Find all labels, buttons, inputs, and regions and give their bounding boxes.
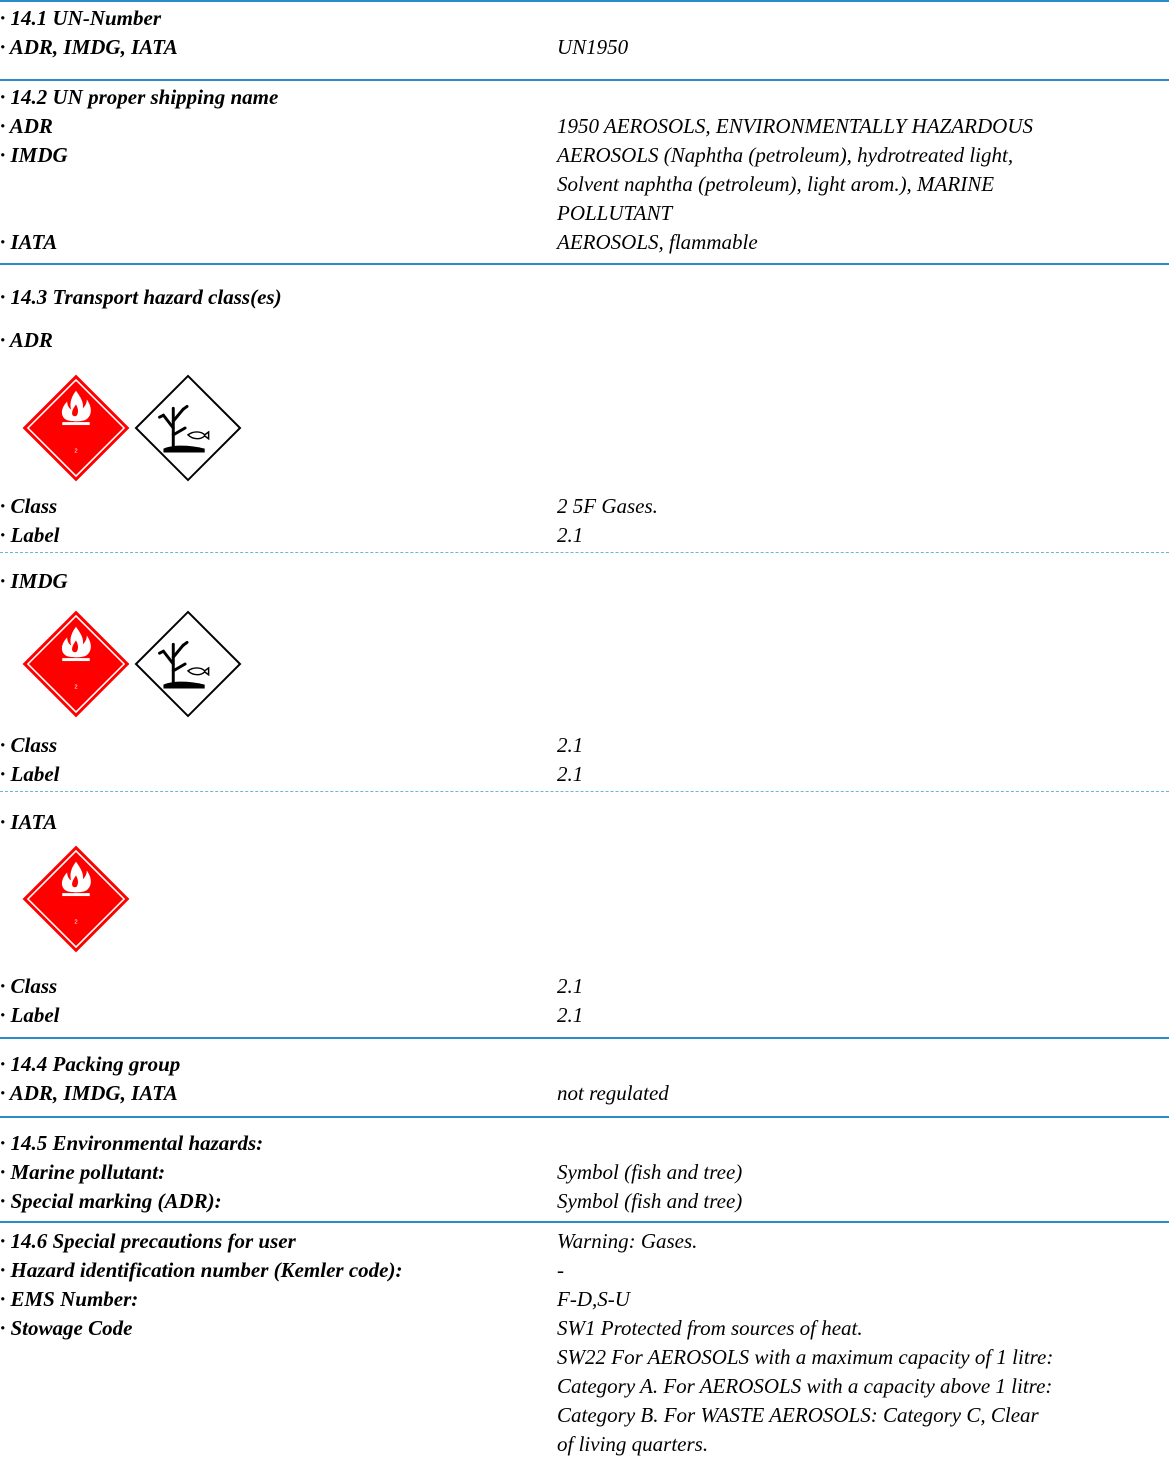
shipping-name-iata-row <box>0 228 1169 257</box>
section-divider <box>0 1116 1169 1118</box>
section-14-5-heading: · 14.5 Environmental hazards: <box>0 1131 264 1155</box>
adr-class-value: 2 5F Gases. <box>557 494 658 518</box>
shipping-name-adr-label: · ADR <box>0 114 53 138</box>
section-14-3-heading: · 14.3 Transport hazard class(es) <box>0 285 282 309</box>
shipping-name-iata-value: AEROSOLS, flammable <box>557 230 758 254</box>
special-precautions-value: Warning: Gases. <box>557 1229 698 1253</box>
environmental-hazard-diamond-icon <box>134 610 242 718</box>
section-14-5-heading-row <box>0 1129 1169 1158</box>
imdg-heading-row <box>0 567 1169 596</box>
iata-heading-row <box>0 808 1169 837</box>
section-14-4-heading-row <box>0 1050 1169 1079</box>
stowage-code-line-2: SW22 For AEROSOLS with a maximum capacity of 1 litre: <box>557 1345 1054 1369</box>
stowage-code-row <box>0 1314 1169 1343</box>
stowage-code-line-1: SW1 Protected from sources of heat. <box>557 1316 863 1340</box>
section-14-2-heading-row <box>0 83 1169 112</box>
section-divider <box>0 263 1169 265</box>
imdg-heading: · IMDG <box>0 569 68 593</box>
subsection-divider <box>0 791 1169 792</box>
shipping-name-imdg-line-1: AEROSOLS (Naphtha (petroleum), hydrotreated light, <box>557 143 1014 167</box>
iata-class-value: 2.1 <box>557 974 584 998</box>
subsection-divider <box>0 552 1169 553</box>
un-number-label: · ADR, IMDG, IATA <box>0 35 178 59</box>
ems-number-value: F-D,S-U <box>557 1287 630 1311</box>
flammable-gas-diamond-icon <box>22 845 130 953</box>
section-divider <box>0 0 1169 2</box>
adr-label-value: 2.1 <box>557 523 584 547</box>
marine-pollutant-value: Symbol (fish and tree) <box>557 1160 743 1184</box>
adr-heading: · ADR <box>0 328 53 352</box>
environmental-hazard-diamond-icon <box>134 374 242 482</box>
marine-pollutant-row <box>0 1158 1169 1187</box>
stowage-code-line-4: Category B. For WASTE AEROSOLS: Category C, Clear <box>557 1403 1039 1427</box>
iata-label-value: 2.1 <box>557 1003 584 1027</box>
adr-label-label: · Label <box>0 523 60 547</box>
stowage-code-label: · Stowage Code <box>0 1316 133 1340</box>
packing-group-row <box>0 1079 1169 1108</box>
adr-heading-row <box>0 326 1169 355</box>
section-14-6-heading-row <box>0 1227 1169 1256</box>
section-divider <box>0 79 1169 81</box>
iata-heading: · IATA <box>0 810 58 834</box>
section-14-1-heading-row <box>0 4 1169 33</box>
adr-label-row <box>0 521 1169 550</box>
un-number-value: UN1950 <box>557 35 629 59</box>
shipping-name-imdg-line-3: POLLUTANT <box>557 201 673 225</box>
un-number-row <box>0 33 1169 62</box>
kemler-code-row <box>0 1256 1169 1285</box>
shipping-name-imdg-label: · IMDG <box>0 143 68 167</box>
imdg-class-row <box>0 731 1169 760</box>
packing-group-value: not regulated <box>557 1081 669 1105</box>
iata-class-row <box>0 972 1169 1001</box>
ems-number-label: · EMS Number: <box>0 1287 139 1311</box>
section-divider <box>0 1037 1169 1039</box>
adr-class-row <box>0 492 1169 521</box>
kemler-code-label: · Hazard identification number (Kemler code): <box>0 1258 403 1282</box>
imdg-label-row <box>0 760 1169 789</box>
imdg-class-value: 2.1 <box>557 733 584 757</box>
shipping-name-adr-row <box>0 112 1169 141</box>
special-marking-label: · Special marking (ADR): <box>0 1189 222 1213</box>
packing-group-label: · ADR, IMDG, IATA <box>0 1081 178 1105</box>
shipping-name-imdg-line-2: Solvent naphtha (petroleum), light arom.), MARINE <box>557 172 995 196</box>
imdg-label-label: · Label <box>0 762 60 786</box>
stowage-code-line-5: of living quarters. <box>557 1432 709 1456</box>
section-divider <box>0 1221 1169 1223</box>
section-14-3-heading-row <box>0 283 1169 312</box>
marine-pollutant-label: · Marine pollutant: <box>0 1160 166 1184</box>
section-14-1-heading: · 14.1 UN-Number <box>0 6 161 30</box>
iata-label-row <box>0 1001 1169 1030</box>
shipping-name-iata-label: · IATA <box>0 230 58 254</box>
ems-number-row <box>0 1285 1169 1314</box>
shipping-name-imdg-row <box>0 141 1169 170</box>
kemler-code-value: - <box>557 1258 564 1282</box>
adr-class-label: · Class <box>0 494 58 518</box>
flammable-gas-diamond-icon <box>22 610 130 718</box>
special-marking-value: Symbol (fish and tree) <box>557 1189 743 1213</box>
flammable-gas-diamond-icon <box>22 374 130 482</box>
section-14-2-heading: · 14.2 UN proper shipping name <box>0 85 279 109</box>
special-marking-row <box>0 1187 1169 1216</box>
stowage-code-line-3: Category A. For AEROSOLS with a capacity above 1 litre: <box>557 1374 1053 1398</box>
shipping-name-adr-value: 1950 AEROSOLS, ENVIRONMENTALLY HAZARDOUS <box>557 114 1033 138</box>
iata-class-label: · Class <box>0 974 58 998</box>
section-14-4-heading: · 14.4 Packing group <box>0 1052 181 1076</box>
imdg-class-label: · Class <box>0 733 58 757</box>
iata-label-label: · Label <box>0 1003 60 1027</box>
imdg-label-value: 2.1 <box>557 762 584 786</box>
section-14-6-heading: · 14.6 Special precautions for user <box>0 1229 296 1253</box>
